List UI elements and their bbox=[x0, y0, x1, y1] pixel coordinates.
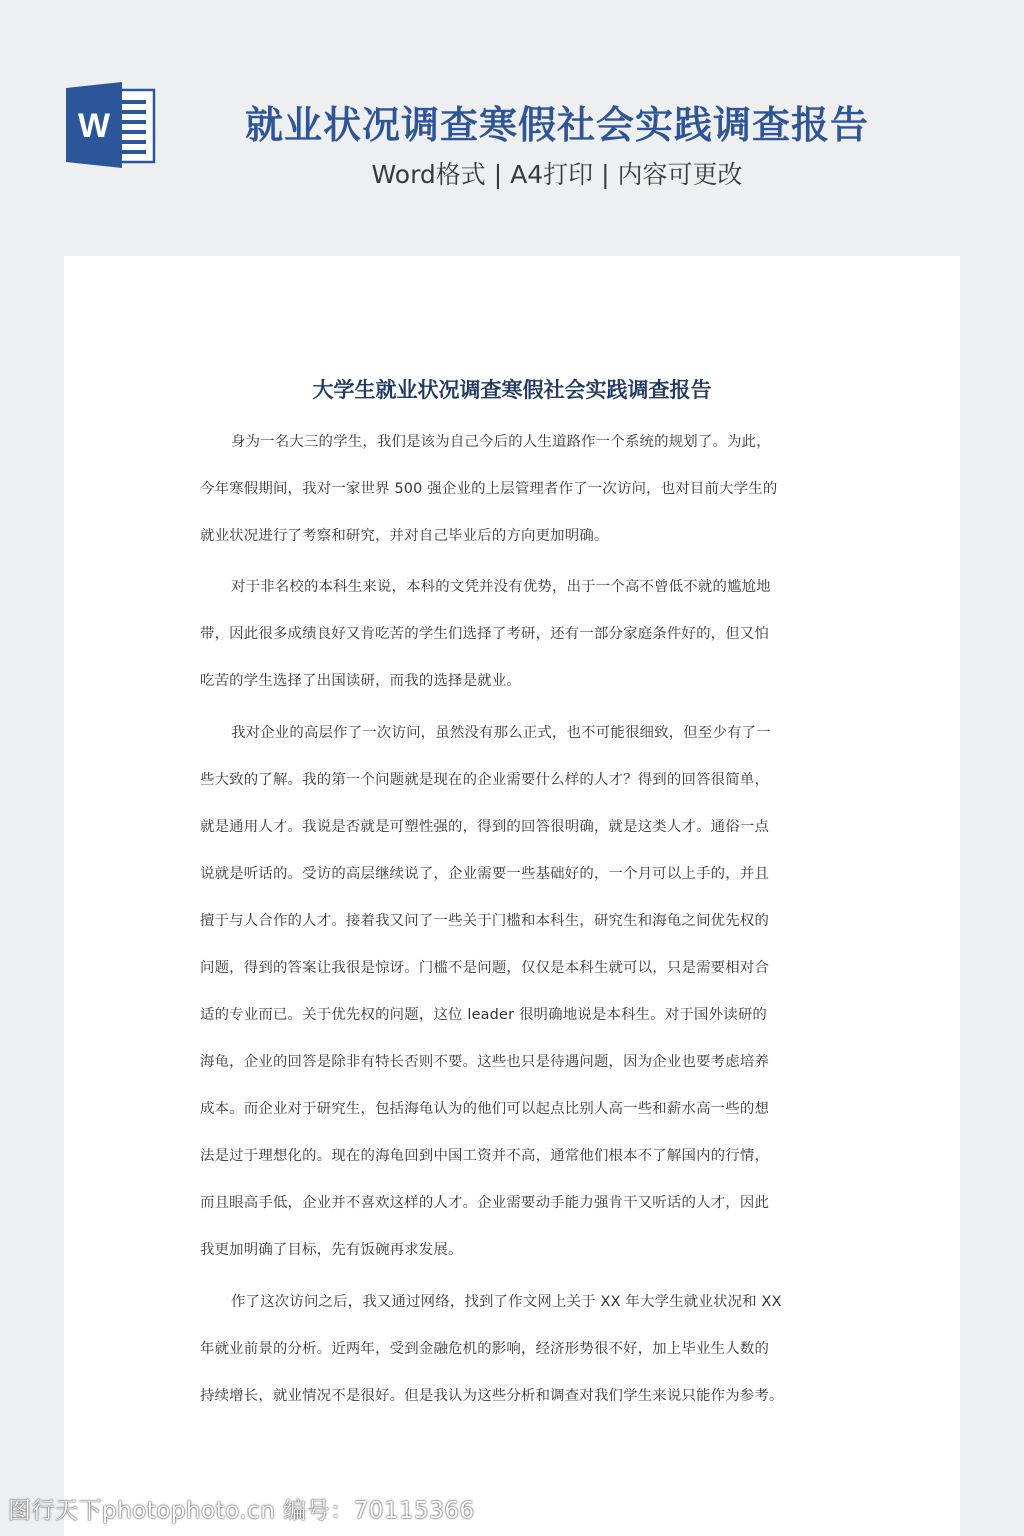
document-page bbox=[64, 256, 960, 1536]
svg-text:W: W bbox=[77, 107, 111, 145]
text-line: 说就是听话的。受访的高层继续说了，企业需要一些基础好的，一个月可以上手的，并且 bbox=[200, 866, 770, 882]
text-line: 年就业前景的分析。近两年，受到金融危机的影响，经济形势很不好，加上毕业生人数的 bbox=[200, 1341, 770, 1357]
text-line: 擅于与人合作的人才。接着我又问了一些关于门槛和本科生，研究生和海龟之间优先权的 bbox=[200, 913, 770, 929]
text-line: 就是通用人才。我说是否就是可塑性强的，得到的回答很明确，就是这类人才。通俗一点 bbox=[200, 819, 770, 835]
header bbox=[0, 0, 1024, 250]
document-title: 大学生就业状况调查寒假社会实践调查报告 bbox=[312, 378, 712, 402]
text-line: 带，因此很多成绩良好又肯吃苦的学生们选择了考研，还有一部分家庭条件好的，但又怕 bbox=[200, 626, 770, 642]
text-line: 身为一名大三的学生，我们是该为自己今后的人生道路作一个系统的规划了。为此， bbox=[231, 434, 771, 450]
text-line: 海龟，企业的回答是除非有特长否则不要。这些也只是待遇问题，因为企业也要考虑培养 bbox=[200, 1054, 770, 1070]
text-line: 就业状况进行了考察和研究，并对自己毕业后的方向更加明确。 bbox=[200, 528, 609, 544]
word-icon bbox=[66, 82, 156, 168]
header-subtitle: Word格式 | A4打印 | 内容可更改 bbox=[371, 160, 743, 189]
text-line: 适的专业而已。关于优先权的问题，这位 leader 很明确地说是本科生。对于国外读研的 bbox=[200, 1007, 767, 1023]
header-title: 就业状况调查寒假社会实践调查报告 bbox=[244, 103, 869, 147]
text-line: 成本。而企业对于研究生，包括海龟认为的他们可以起点比别人高一些和薪水高一些的想 bbox=[200, 1101, 770, 1117]
text-line: 问题，得到的答案让我很是惊讶。门槛不是问题，仅仅是本科生就可以，只是需要相对合 bbox=[200, 960, 770, 976]
text-line: 而且眼高手低，企业并不喜欢这样的人才。企业需要动手能力强肯干又听话的人才，因此 bbox=[200, 1195, 770, 1211]
text-line: 今年寒假期间，我对一家世界 500 强企业的上层管理者作了一次访问，也对目前大学生的 bbox=[200, 481, 778, 497]
watermark: 图行天下photophoto.cn 编号：70115366 bbox=[8, 1498, 475, 1524]
text-line: 对于非名校的本科生来说，本科的文凭并没有优势，出于一个高不曾低不就的尴尬地 bbox=[231, 579, 771, 595]
text-line: 我更加明确了目标，先有饭碗再求发展。 bbox=[200, 1242, 463, 1258]
text-line: 吃苦的学生选择了出国读研，而我的选择是就业。 bbox=[200, 673, 521, 689]
text-line: 些大致的了解。我的第一个问题就是现在的企业需要什么样的人才？得到的回答很简单， bbox=[200, 772, 770, 788]
text-line: 作了这次访问之后，我又通过网络，找到了作文网上关于 XX 年大学生就业状况和 XX bbox=[231, 1294, 782, 1310]
text-line: 持续增长，就业情况不是很好。但是我认为这些分析和调查对我们学生来说只能作为参考。 bbox=[200, 1388, 784, 1404]
text-line: 法是过于理想化的。现在的海龟回到中国工资并不高，通常他们根本不了解国内的行情， bbox=[200, 1148, 770, 1164]
text-line: 我对企业的高层作了一次访问，虽然没有那么正式，也不可能很细致，但至少有了一 bbox=[231, 725, 771, 741]
